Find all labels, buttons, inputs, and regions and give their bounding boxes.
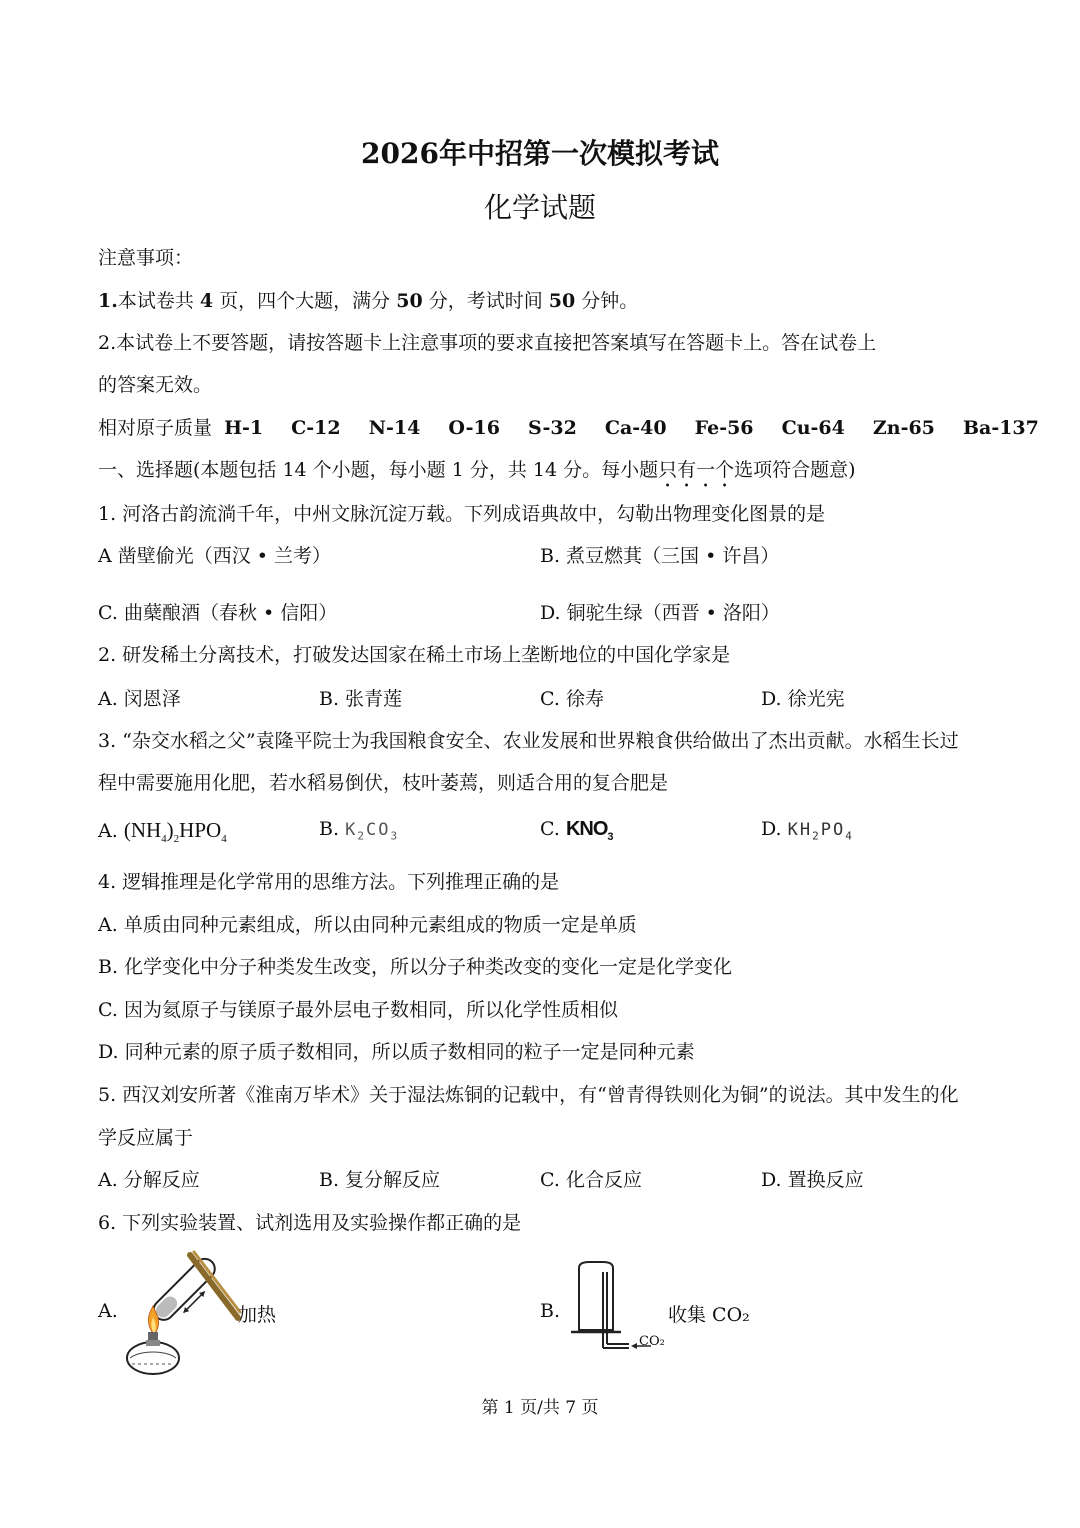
section-1-tail: 选项符合题意)	[734, 459, 856, 481]
heating-apparatus-illustration	[120, 1240, 240, 1375]
atomic-mass-s: S-32	[528, 417, 577, 439]
section-1-emphasis: 只有一个	[658, 459, 735, 481]
question-4-stem: 4. 逻辑推理是化学常用的思维方法。下列推理正确的是	[98, 871, 560, 893]
question-3-option-c-label: C.	[540, 818, 560, 840]
question-4-option-a: A. 单质由同种元素组成，所以由同种元素组成的物质一定是单质	[98, 914, 637, 936]
question-2-option-a: A. 闵恩泽	[98, 688, 181, 710]
question-6-option-a-caption: 加热	[238, 1304, 277, 1326]
question-1-option-a: A 凿壁偷光（西汉 • 兰考）	[98, 545, 332, 567]
question-3-option-d-formula: $KH_2PO_4$	[787, 820, 854, 843]
question-6-option-b-label: B.	[540, 1300, 561, 1322]
question-3-option-b-label: B.	[319, 818, 340, 840]
question-3-stem-line-1: 3. “杂交水稻之父”袁隆平院士为我国粮食安全、农业发展和世界粮食供给做出了杰出贡献。水稻生长过	[98, 730, 959, 752]
question-2-option-c: C. 徐寿	[540, 688, 604, 710]
question-4-option-d: D. 同种元素的原子质子数相同，所以质子数相同的粒子一定是同种元素	[98, 1041, 695, 1063]
question-5-stem-line-2: 学反应属于	[98, 1127, 194, 1149]
atomic-mass-ba: Ba-137	[962, 417, 1039, 439]
atomic-mass-zn: Zn-65	[872, 417, 935, 439]
question-2-stem: 2. 研发稀土分离技术，打破发达国家在稀土市场上垄断地位的中国化学家是	[98, 644, 731, 666]
atomic-mass-label: 相对原子质量	[98, 417, 213, 439]
question-5-option-c: C. 化合反应	[540, 1169, 642, 1191]
atomic-mass-row	[98, 413, 1061, 440]
page-footer: 第 1 页/共 7 页	[481, 1398, 599, 1418]
alcohol-lamp-icon	[127, 1332, 179, 1374]
question-1-stem: 1. 河洛古韵流淌千年，中州文脉沉淀万载。下列成语典故中，勾勒出物理变化图景的是	[98, 503, 826, 525]
atomic-mass-h: H-1	[224, 417, 264, 439]
page-subtitle: 化学试题	[483, 191, 596, 224]
atomic-mass-c: C-12	[291, 417, 341, 439]
notice-item-1	[98, 286, 638, 313]
question-1-option-d: D. 铜驼生绿（西晋 • 洛阳）	[540, 602, 780, 624]
question-3-option-d-label: D.	[761, 818, 782, 840]
question-5-option-a: A. 分解反应	[98, 1169, 200, 1191]
co2-arrow-label: CO₂	[639, 1334, 665, 1349]
question-5-option-b: B. 复分解反应	[319, 1169, 441, 1191]
delivery-tube-icon	[603, 1272, 629, 1348]
question-1-option-b: B. 煮豆燃萁（三国 • 许昌）	[540, 545, 780, 567]
question-2-option-d: D. 徐光宪	[761, 688, 845, 710]
question-2-option-b: B. 张青莲	[319, 688, 403, 710]
question-1-option-c: C. 曲蘖酿酒（春秋 • 信阳）	[98, 602, 338, 624]
section-1-heading	[98, 455, 856, 492]
question-3-option-d	[761, 818, 854, 842]
atomic-mass-ca: Ca-40	[604, 417, 667, 439]
question-3-option-b	[319, 818, 399, 842]
notice-item-1-text: 1.本试卷共 4 页，四个大题，满分 50 分，考试时间 50 分钟。	[98, 290, 639, 312]
page-title: 2026年中招第一次模拟考试	[361, 137, 719, 170]
question-6-option-b-caption: 收集 CO₂	[668, 1304, 750, 1326]
section-1-lead: 一、选择题(本题包括 14 个小题，每小题 1 分，共 14 分。每小题	[98, 459, 659, 481]
notice-heading: 注意事项：	[98, 247, 194, 269]
question-5-stem-line-1: 5. 西汉刘安所著《淮南万毕术》关于湿法炼铜的记载中，有“曾青得铁则化为铜”的说法。其中发生的化	[98, 1084, 959, 1106]
question-6-stem: 6. 下列实验装置、试剂选用及实验操作都正确的是	[98, 1212, 522, 1234]
atomic-mass-cu: Cu-64	[781, 417, 845, 439]
question-6-option-a-label: A.	[98, 1300, 118, 1322]
question-5-option-d: D. 置换反应	[761, 1169, 864, 1191]
question-3-option-c	[540, 818, 613, 843]
test-tube-icon	[150, 1255, 226, 1331]
atomic-mass-n: N-14	[368, 417, 421, 439]
notice-item-2a: 2.本试卷上不要答题，请按答题卡上注意事项的要求直接把答案填写在答题卡上。答在试卷上	[98, 332, 877, 354]
collection-bottle-icon	[571, 1262, 621, 1332]
atomic-mass-fe: Fe-56	[694, 417, 754, 439]
question-4-option-b: B. 化学变化中分子种类发生改变，所以分子种类改变的变化一定是化学变化	[98, 956, 733, 978]
question-3-option-a	[98, 818, 227, 845]
question-4-option-c: C. 因为氦原子与镁原子最外层电子数相同，所以化学性质相似	[98, 999, 618, 1021]
question-3-option-a-formula: $(NH_4)_2HPO_4$	[123, 818, 227, 846]
notice-item-2b: 的答案无效。	[98, 374, 213, 396]
tube-holder-icon	[190, 1252, 240, 1318]
question-3-option-a-label: A.	[98, 820, 118, 842]
atomic-mass-o: O-16	[448, 417, 500, 439]
question-3-option-b-formula: $K_2CO_3$	[345, 820, 400, 843]
question-3-stem-line-2: 程中需要施用化肥，若水稻易倒伏，枝叶萎蔫，则适合用的复合肥是	[98, 772, 669, 794]
question-3-option-c-formula: $KNO_3$	[565, 818, 613, 843]
